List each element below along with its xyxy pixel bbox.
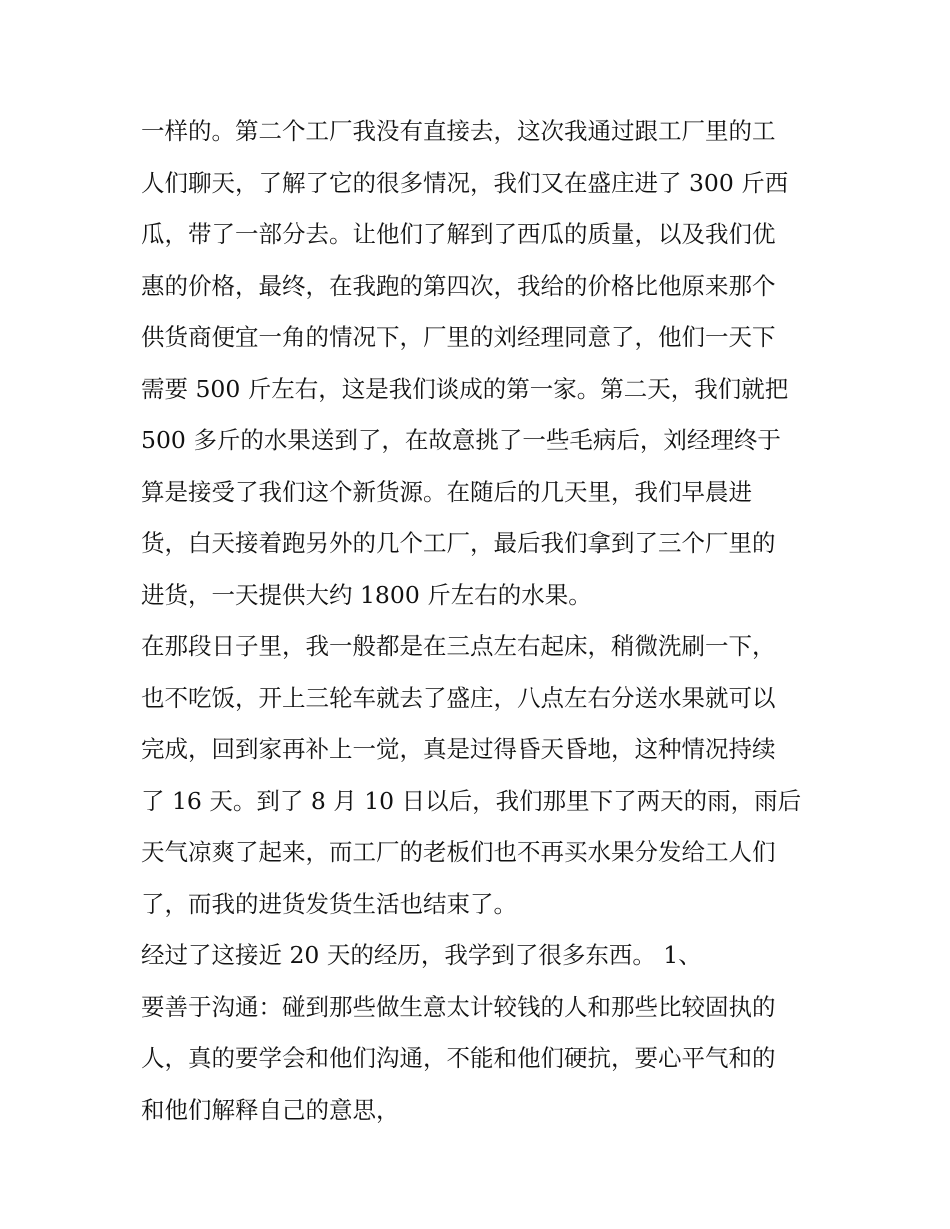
text-line: 了 16 天。到了 8 月 10 日以后，我们那里下了两天的雨，雨后 [141, 786, 802, 815]
text-line: 天气凉爽了起来，而工厂的老板们也不再买水果分发给工人们 [141, 838, 776, 866]
text-line: 在那段日子里，我一般都是在三点左右起床，稍微洗刷一下， [141, 632, 776, 660]
text-line: 和他们解释自己的意思， [141, 1095, 400, 1124]
text-line: 货，白天接着跑另外的几个工厂，最后我们拿到了三个厂里的 [141, 529, 776, 557]
text-line: 也不吃饭，开上三轮车就去了盛庄，八点左右分送水果就可以 [141, 683, 776, 712]
text-line: 了，而我的进货发货生活也结束了。 [141, 889, 517, 918]
text-line: 供货商便宜一角的情况下，厂里的刘经理同意了，他们一天下 [141, 323, 776, 351]
text-line: 一样的。第二个工厂我没有直接去，这次我通过跟工厂里的工 [141, 117, 776, 145]
text-line: 惠的价格，最终，在我跑的第四次，我给的价格比他原来那个 [141, 271, 776, 300]
text-line: 人们聊天，了解了它的很多情况，我们又在盛庄进了 300 斤西 [141, 168, 789, 197]
text-line: 算是接受了我们这个新货源。在随后的几天里，我们早晨进 [141, 477, 752, 506]
text-line: 人，真的要学会和他们沟通，不能和他们硬抗，要心平气和的 [141, 1044, 776, 1072]
text-line: 经过了这接近 20 天的经历，我学到了很多东西。 1、 [141, 941, 702, 969]
text-line: 要善于沟通：碰到那些做生意太计较钱的人和那些比较固执的 [141, 992, 776, 1021]
body-text [141, 106, 821, 1136]
text-line: 需要 500 斤左右，这是我们谈成的第一家。第二天，我们就把 [141, 374, 789, 403]
text-line: 瓜，带了一部分去。让他们了解到了西瓜的质量，以及我们优 [141, 220, 776, 248]
text-line: 进货，一天提供大约 1800 斤左右的水果。 [141, 580, 592, 609]
text-line: 完成，回到家再补上一觉，真是过得昏天昏地，这种情况持续 [141, 735, 776, 763]
text-line: 500 多斤的水果送到了，在故意挑了一些毛病后，刘经理终于 [141, 426, 781, 454]
